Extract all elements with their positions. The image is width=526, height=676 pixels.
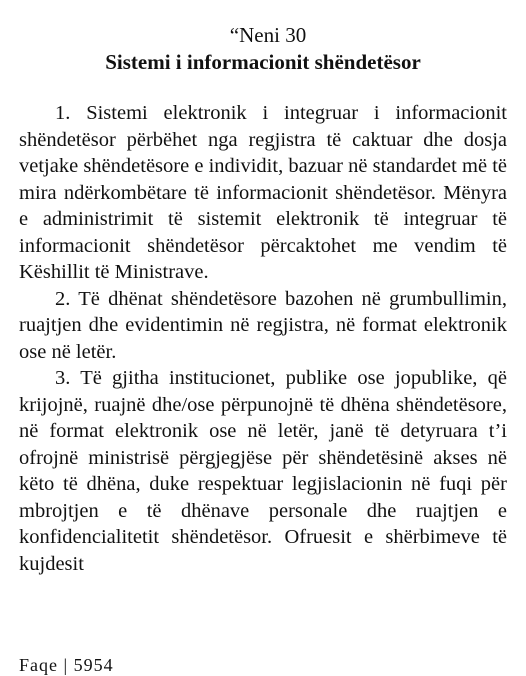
paragraph-3: 3. Të gjitha institucionet, publike ose jopublike, që krijojnë, ruajnë dhe/ose përpunojnë të dhëna shëndetësore, në format elektronik ose në letër, janë të detyruara t’i ofrojnë ministrisë përgjegjëse për shëndetësinë akses në këto të dhëna, duke respektuar legjislacionin në fuqi për mbrojtjen e të dhënave personale dhe ruajtjen e konfidencialitetit shëndetësor. Ofruesit e shërbimeve të kujdesit <box>19 367 507 575</box>
document-page <box>19 22 507 577</box>
paragraph-2: 2. Të dhënat shëndetësore bazohen në grumbullimin, ruajtjen dhe evidentimin në regjistra, në format elektronik ose në letër. <box>19 287 507 363</box>
page-footer: Faqe | 5954 <box>19 655 114 675</box>
article-number: “Neni 30 <box>229 23 307 47</box>
paragraph-1: 1. Sistemi elektronik i integruar i informacionit shëndetësor përbëhet nga regjistra të caktuar dhe dosja vetjake shëndetësore e individit, bazuar në standardet më të mira ndërkombëtare të informacionit shëndetësor. Mënyra e administrimit të sistemit elektronik të integruar të informacionit shëndetësor përcaktohet me vendim të Këshillit të Ministrave. <box>19 102 507 283</box>
article-title: Sistemi i informacionit shëndetësor <box>105 50 421 74</box>
